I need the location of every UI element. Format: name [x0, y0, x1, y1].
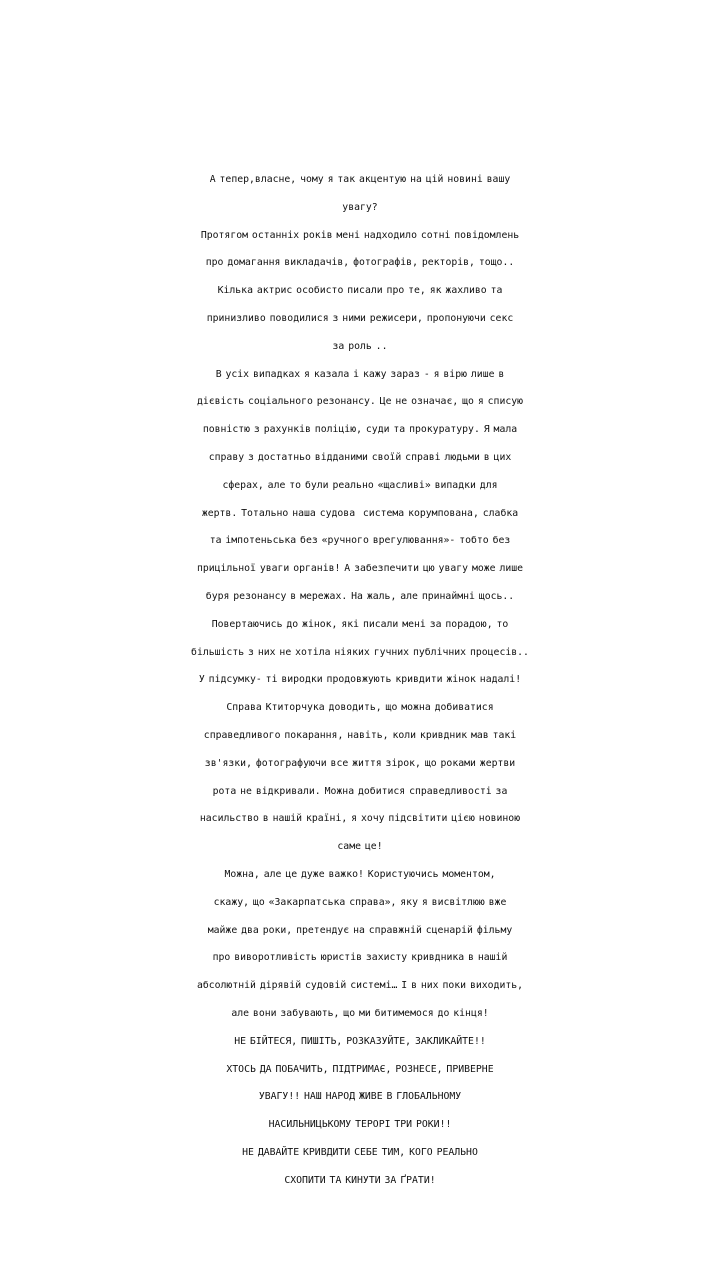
story-line: Можна, але це дуже важко! Користуючись моментом,: [224, 868, 496, 880]
story-line: сферах, але то були реально «щасливі» випадки для: [222, 479, 498, 491]
story-line: СХОПИТИ ТА КИНУТИ ЗА ҐРАТИ!: [284, 1174, 436, 1186]
story-line: справу з достатньо відданими своїй справі людьми в цих: [208, 451, 512, 463]
story-line: А тепер,власне, чому я так акцентую на цій новині вашу: [209, 174, 511, 185]
story-line: ХТОСЬ ДА ПОБАЧИТЬ, ПІДТРИМАЄ, РОЗНЕСЕ, ПРИВЕРНЕ: [226, 1063, 494, 1075]
story-line: жертв. Тотально наша судова система корумпована, слабка: [201, 507, 519, 519]
story-line: рота не відкривали. Можна добитися справедливості за: [212, 785, 508, 797]
story-line: але вони забувають, що ми битимемося до кінця!: [231, 1007, 489, 1019]
story-line: насильство в нашій країні, я хочу підсвітити цією новиною: [199, 813, 521, 825]
story-line: скажу, що «Закарпатська справа», яку я висвітлюю вже: [213, 896, 507, 908]
story-line: буря резонансу в мережах. На жаль, але принаймні щось..: [205, 590, 515, 602]
story-line: справедливого покарання, навіть, коли кривдник мав такі: [203, 729, 517, 741]
story-line: УВАГУ!! НАШ НАРОД ЖИВЕ В ГЛОБАЛЬНОМУ: [258, 1091, 462, 1103]
story-line: Повертаючись до жінок, які писали мені за порадою, то: [211, 618, 509, 630]
story-line: зв'язки, фотографуючи все життя зірок, що роками жертви: [204, 757, 516, 769]
story-line: принизливо поводилися з ними режисери, пропонуючи секс: [206, 312, 514, 324]
story-line: повністю з рахунків поліцію, суди та прокуратуру. Я мала: [202, 424, 518, 436]
story-line: Справа Ктиторчука доводить, що можна добиватися: [226, 702, 494, 714]
story-text-block: [0, 166, 720, 1194]
story-line: НАСИЛЬНИЦЬКОМУ ТЕРОРІ ТРИ РОКИ!!: [268, 1119, 452, 1131]
story-line: за роль ..: [332, 340, 388, 352]
story-line: дієвість соціального резонансу. Це не означає, що я списую: [196, 396, 524, 408]
story-line: абсолютній дірявій судовій системі… І в них поки виходить,: [196, 980, 524, 992]
story-line: про виворотливість юристів захисту кривдника в нашій: [212, 952, 508, 964]
story-line: майже два роки, претендує на справжній сценарій фільму: [207, 924, 513, 936]
story-line: Кілька актрис особисто писали про те, як жахливо та: [217, 285, 503, 297]
story-line: саме це!: [337, 841, 383, 853]
story-line: більшість з них не хотіла ніяких гучних публічних процесів..: [191, 646, 529, 658]
story-line: НЕ ДАВАЙТЕ КРИВДИТИ СЕБЕ ТИМ, КОГО РЕАЛЬНО: [242, 1146, 478, 1158]
story-line: про домагання викладачів, фотографів, ректорів, тощо..: [205, 257, 515, 269]
story-line: У підсумку- ті виродки продовжують кривдити жінок надалі!: [198, 674, 522, 686]
story-line: увагу?: [342, 201, 378, 213]
story-line: Протягом останніх років мені надходило сотні повідомлень: [200, 229, 520, 241]
story-line: прицільної уваги органів! А забезпечити цю увагу може лише: [196, 563, 524, 575]
story-line: та імпотеньська без «ручного врегулювання»- тобто без: [209, 535, 511, 547]
story-line: В усіх випадках я казала і кажу зараз - я вірю лише в: [215, 368, 505, 380]
story-line: НЕ БІЙТЕСЯ, ПИШІТЬ, РОЗКАЗУЙТЕ, ЗАКЛИКАЙТЕ!!: [234, 1035, 486, 1047]
